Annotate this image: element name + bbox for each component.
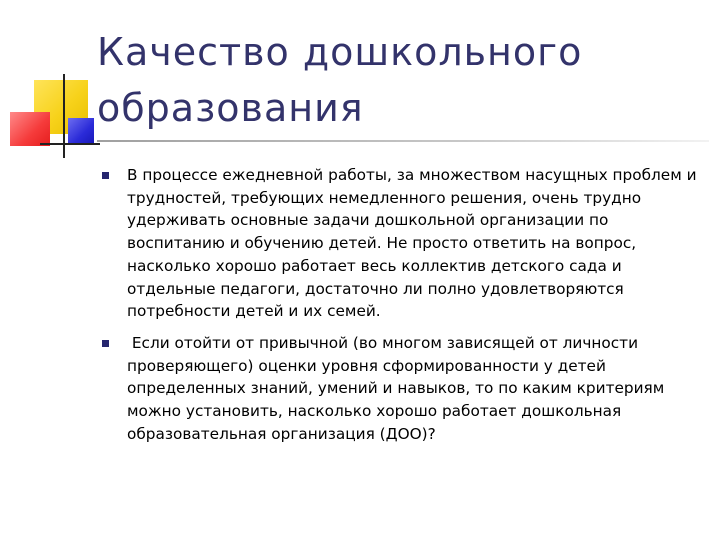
decorative-red-square <box>10 112 50 146</box>
square-bullet-icon <box>102 172 109 179</box>
bullet-list <box>102 164 702 454</box>
slide-title: Качество дошкольного образования <box>97 30 583 130</box>
decorative-horizontal-line <box>40 143 100 145</box>
bullet-item <box>102 164 702 323</box>
decorative-vertical-line <box>63 74 65 158</box>
title-divider <box>97 140 709 142</box>
square-bullet-icon <box>102 340 109 347</box>
bullet-text: Если отойти от привычной (во многом зависящей от личности проверяющего) оценки уровня сформированности у детей определенных знаний, умений и навыков, то по каким критериям можно установить, насколько хорошо работает дошкольная образовательная организация (ДОО)? <box>127 333 670 443</box>
decorative-blue-square <box>68 118 94 144</box>
bullet-text: В процессе ежедневной работы, за множеством насущных проблем и трудностей, требующих немедленного решения, очень трудно удерживать основные задачи дошкольной организации по воспитанию и обучению детей. Не просто ответить на вопрос, насколько хорошо работает весь коллектив детского сада и отдельные педагоги, достаточно ли полно удовлетворяются потребности детей и их семей. <box>127 166 697 321</box>
bullet-item <box>102 332 702 446</box>
